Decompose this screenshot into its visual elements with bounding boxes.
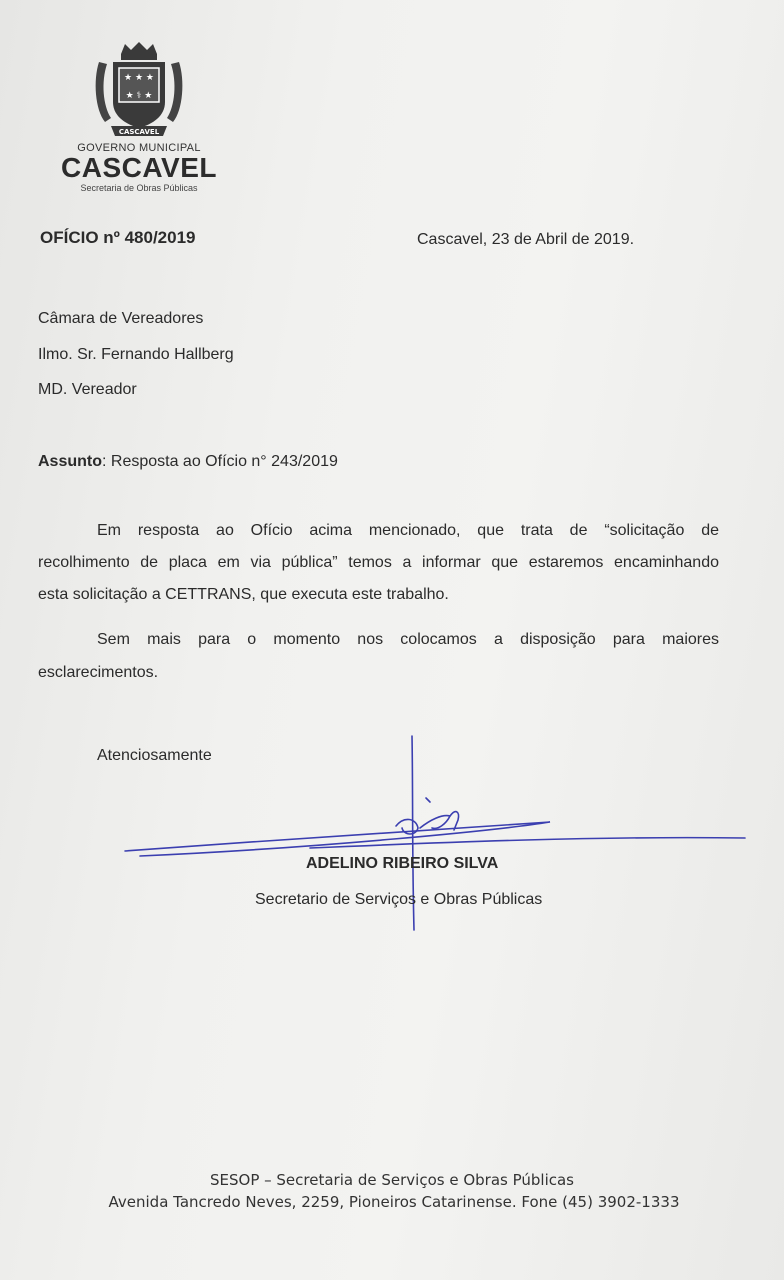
oficio-number: OFÍCIO nº 480/2019 (40, 228, 196, 247)
municipal-logo (54, 40, 224, 205)
body-p1-line1: Em resposta ao Ofício acima mencionado, que trata de “solicitação de (97, 522, 719, 539)
logo-city-name: CASCAVEL (61, 152, 217, 183)
subject-line (38, 453, 338, 471)
coat-of-arms-icon (91, 40, 187, 140)
subject-text: : Resposta ao Ofício n° 243/2019 (102, 453, 338, 470)
subject-label: Assunto (38, 453, 102, 470)
signer-title: Secretario de Serviços e Obras Públicas (255, 891, 543, 908)
footer-address: Avenida Tancredo Neves, 2259, Pioneiros Catarinense. Fone (45) 3902-1333 (108, 1193, 680, 1211)
signer-name: ADELINO RIBEIRO SILVA (306, 855, 499, 872)
body-p1-line3: esta solicitação a CETTRANS, que executa este trabalho. (38, 586, 449, 603)
document-date: Cascavel, 23 de Abril de 2019. (417, 231, 635, 248)
body-p2-line2: esclarecimentos. (38, 664, 159, 681)
recipient-line-2: Ilmo. Sr. Fernando Hallberg (38, 346, 234, 363)
recipient-line-1: Câmara de Vereadores (38, 310, 204, 327)
footer-department: SESOP – Secretaria de Serviços e Obras Públicas (210, 1171, 574, 1189)
recipient-line-3: MD. Vereador (38, 381, 137, 398)
svg-text:★ ⚕ ★: ★ ⚕ ★ (125, 91, 153, 101)
svg-text:★ ★ ★: ★ ★ ★ (124, 73, 154, 83)
crest-label: CASCAVEL (118, 128, 160, 136)
logo-department: Secretaria de Obras Públicas (80, 183, 198, 193)
body-p2-line1: Sem mais para o momento nos colocamos a disposição para maiores (97, 631, 719, 648)
logo-government-label: GOVERNO MUNICIPAL (77, 142, 201, 154)
body-p1-line2: recolhimento de placa em via pública” temos a informar que estaremos encaminhando (38, 554, 719, 571)
closing-text: Atenciosamente (97, 747, 212, 764)
